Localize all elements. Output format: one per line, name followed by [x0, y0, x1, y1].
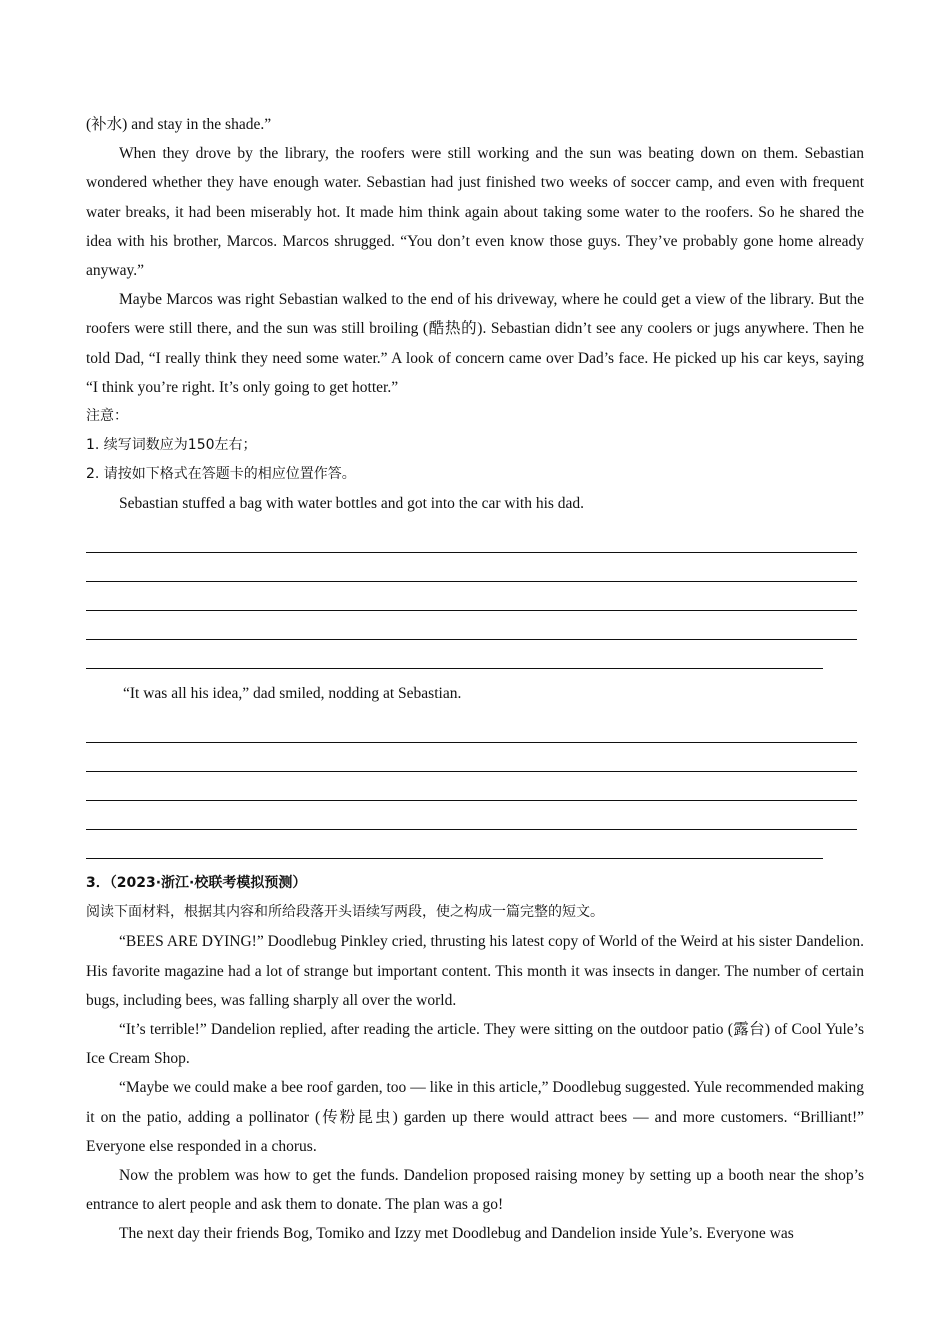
- answer-line[interactable]: [86, 743, 857, 772]
- note-item: 2. 请按如下格式在答题卡的相应位置作答。: [86, 466, 356, 483]
- document-page: [86, 110, 864, 1249]
- question-header: 3．（2023·浙江·校联考模拟预测）: [86, 875, 307, 892]
- answer-line[interactable]: [86, 611, 857, 640]
- answer-lines-1: [86, 524, 864, 669]
- answer-line[interactable]: [86, 640, 823, 669]
- answer-line[interactable]: [86, 582, 857, 611]
- story-paragraph: “It’s terrible!” Dandelion replied, after reading the article. They were sitting on the outdoor patio (露台) of Cool Yule’s Ice Cream Shop.: [86, 1021, 864, 1068]
- lead-sentence-1: Sebastian stuffed a bag with water bottles and got into the car with his dad.: [119, 495, 585, 513]
- continued-paragraph: (补水) and stay in the shade.”: [86, 116, 272, 133]
- answer-line[interactable]: [86, 801, 857, 830]
- answer-line[interactable]: [86, 830, 823, 859]
- question-instruction: 阅读下面材料，根据其内容和所给段落开头语续写两段，使之构成一篇完整的短文。: [86, 904, 604, 921]
- note-item: 1. 续写词数应为150左右；: [86, 437, 257, 454]
- answer-line[interactable]: [86, 714, 857, 743]
- answer-lines-2: [86, 714, 864, 859]
- notes-label: 注意：: [86, 408, 128, 425]
- story-paragraph: The next day their friends Bog, Tomiko and Izzy met Doodlebug and Dandelion inside Yule’s. Everyone was: [119, 1225, 794, 1243]
- answer-line[interactable]: [86, 553, 857, 582]
- lead-sentence-2: “It was all his idea,” dad smiled, nodding at Sebastian.: [123, 685, 462, 703]
- story-paragraph: “Maybe we could make a bee roof garden, too — like in this article,” Doodlebug suggested. Yule recommended making it on the patio, adding a pollinator (传粉昆虫) garden up there would attract bees — and more customers. “Brilliant!” Everyone else responded in a chorus.: [86, 1079, 864, 1155]
- story-paragraph: Maybe Marcos was right Sebastian walked to the end of his driveway, where he could get a view of the library. But the roofers were still there, and the sun was still broiling (酷热的). Sebastian didn’t see any coolers or jugs anywhere. Then he told Dad, “I really think they need some water.” A look of concern came over Dad’s face. He picked up his car keys, saying “I think you’re right. It’s only going to get hotter.”: [86, 291, 864, 396]
- answer-line[interactable]: [86, 524, 857, 553]
- answer-line[interactable]: [86, 772, 857, 801]
- story-paragraph: When they drove by the library, the roofers were still working and the sun was beating down on them. Sebastian wondered whether they have enough water. Sebastian had just finished two weeks of soccer camp, and even with frequent water breaks, it had been miserably hot. It made him think again about taking some water to the roofers. So he shared the idea with his brother, Marcos. Marcos shrugged. “You don’t even know those guys. They’ve probably gone home already anyway.”: [86, 145, 864, 280]
- story-paragraph: “BEES ARE DYING!” Doodlebug Pinkley cried, thrusting his latest copy of World of the Weird at his sister Dandelion. His favorite magazine had a lot of strange but important content. This month it was insects in danger. The number of certain bugs, including bees, was falling sharply all over the world.: [86, 933, 864, 1009]
- story-paragraph: Now the problem was how to get the funds. Dandelion proposed raising money by setting up a booth near the shop’s entrance to alert people and ask them to donate. The plan was a go!: [86, 1167, 864, 1214]
